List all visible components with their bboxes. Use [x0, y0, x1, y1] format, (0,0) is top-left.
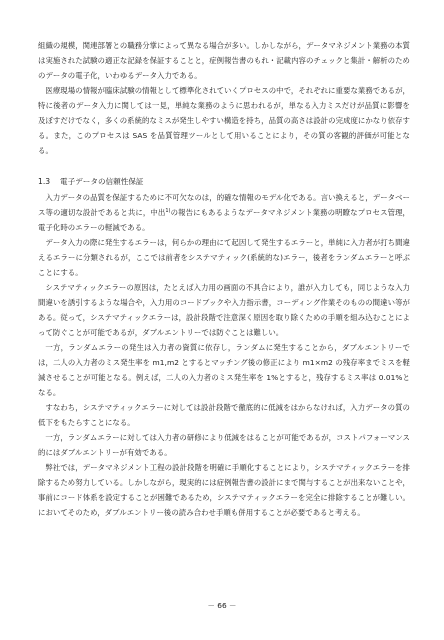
paragraph-5: システマティックエラーの原因は，たとえば入力用の画面の不具合により，誰が入力しても，同じような入力間違いを誘引するような場合や，入力用のコードブックや入力指示書，コーディング作業そのものの間違い等がある。従って，システマティックエラーは，設計段階で注意深く原因を取り除くための手順を組み込むことによって防ぐことが可能であるが，ダブルエントリーでは防ぐことは難しい。	[38, 283, 410, 337]
paragraph-9: 弊社では，データマネジメント工程の設計段階を明確に手順化することにより，システマティックエラーを排除するため努力している。しかしながら，現実的には症例報告書の設計にまで関与することが出来ないことや，事前にコード体系を設定することが困難であるため，システマティックエラーを完全に排除することが難しい。においてそのため，ダブルエントリー後の読み合わせ手順も併用することが必要であると考える。	[38, 463, 410, 517]
paragraph-8: 一方，ランダムエラーに対しては入力者の研修により低減をはることが可能であるが，コストパフォーマンス的にはダブルエントリーが有効である。	[38, 433, 410, 457]
reference-marker: 1)	[165, 208, 171, 214]
paragraph-4: データ入力の際に発生するエラーは，何らかの理由にて起因して発生するエラーと，単純に入力者が打ち間違えるエラーに分類されるが，ここでは前者をシステマティック(系統的な)エラー，後者をランダムエラーと呼ぶことにする。	[38, 238, 410, 277]
paragraph-3	[38, 190, 410, 235]
paragraph-1: 組織の規模，関連部署との職務分掌によって異なる場合が多い。しかしながら，データマネジメント業務の本質は実施された試験の適正な記録を保証することと，症例報告書のもれ・記載内容のチェックと集計・解析のためのデータの電子化，いわゆるデータ入力である。	[38, 41, 410, 80]
paragraph-2: 医療現場の情報が臨床試験の情報として標準化されていくプロセスの中で，それぞれに重要な業務であるが，特に後者のデータ入力に関しては一見，単純な業務のように思われるが，単なる入力ミスだけが品質に影響を及ぼすだけでなく，多くの系統的なミスが発生しやすい構造を持ち，品質の高さは設計の完成度にかなり依存する。また，このプロセスは SAS を品質管理ツールとして用いることにより，その質の客観的評価が可能となる。	[38, 86, 410, 155]
section-number: 1.3	[38, 177, 51, 186]
section-heading	[38, 174, 410, 189]
paragraph-3-post: の報告にもあるようなデータマネジメント業務の明瞭なプロセス管理，電子化時のエラーの軽減である。	[38, 208, 410, 232]
paragraph-7: すなわち，システマティックエラーに対しては設計段階で徹底的に低減をはからなければ，入力データの質の低下をもたらすことになる。	[38, 403, 410, 427]
section-title: 電子データの信頼性保証	[60, 177, 144, 186]
page-number: － 66 －	[207, 601, 237, 610]
paragraph-3-pre: 入力データの品質を保証するために不可欠なのは，的確な情報のモデル化である。言い換えると，データベース等の適切な設計であると共に，中出	[38, 193, 410, 217]
paragraph-6: 一方，ランダムエラーの発生は入力者の資質に依存し，ランダムに発生することから，ダブルエントリーでは，二人の入力者のミス発生率を m1,m2 とするとマッチング後の修正により m1×m2 の残存率までミスを軽減させることが可能となる。例えば，二人の入力者のミス発生率を 1%とすると，残存するミス率は 0.01%となる。	[38, 343, 410, 397]
page-content	[38, 38, 410, 520]
